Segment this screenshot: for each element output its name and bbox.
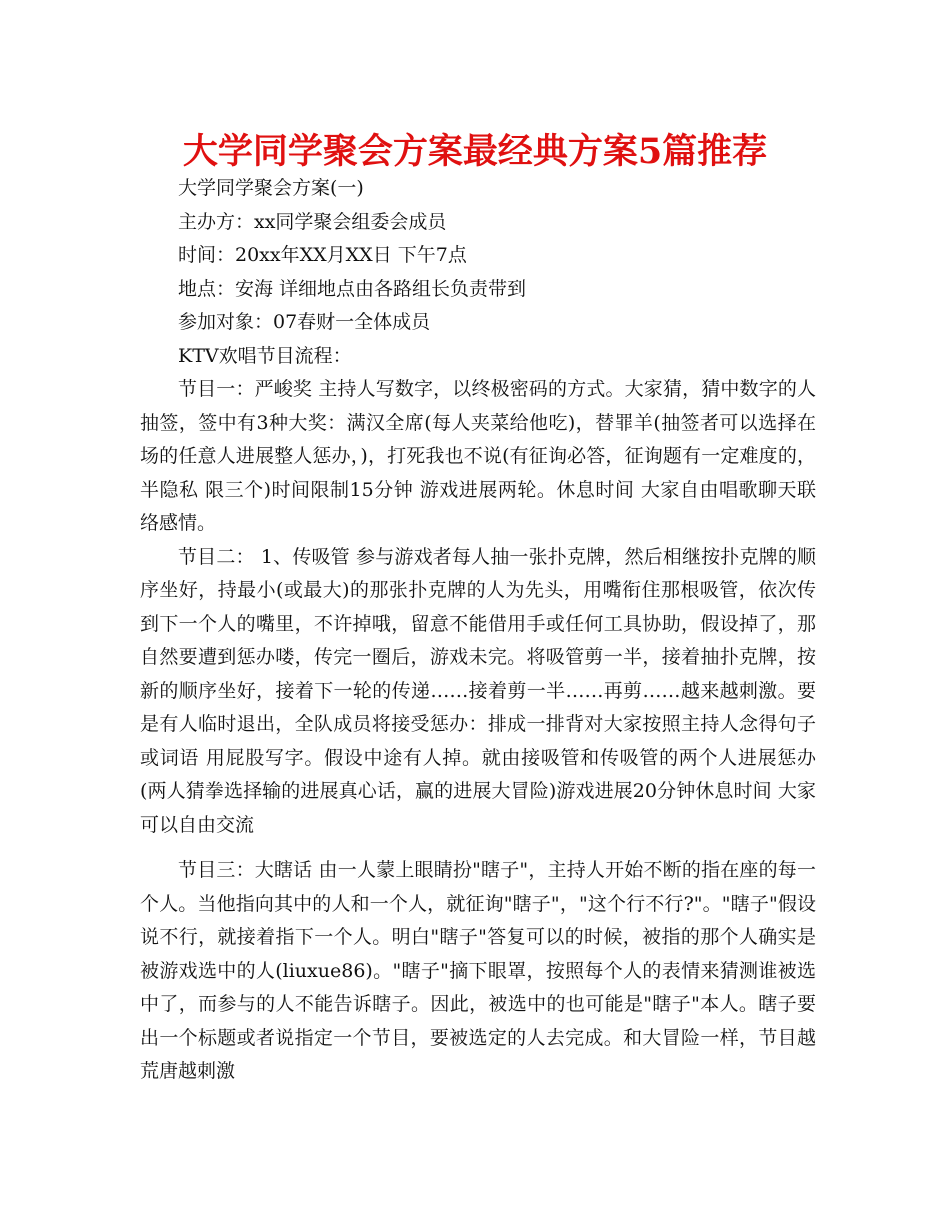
location-line: 地点：安海 详细地点由各路组长负责带到 (178, 277, 527, 300)
section-heading: 大学同学聚会方案(一) (178, 177, 364, 199)
ktv-program-heading: KTV欢唱节目流程： (178, 344, 352, 367)
document-title: 大学同学聚会方案最经典方案5篇推荐 (182, 131, 768, 172)
participants-line: 参加对象：07春财一全体成员 (178, 311, 431, 333)
organizer-line: 主办方：xx同学聚会组委会成员 (178, 210, 447, 233)
time-line: 时间：20xx年XX月XX日 下午7点 (178, 244, 467, 266)
program-two-paragraph: 节目二： 1、传吸管 参与游戏者每人抽一张扑克牌，然后相继按扑克牌的顺序坐好，持最小(或最大)的那张扑克牌的人为先头，用嘴衔住那根吸管，依次传到下一个人的嘴里，不许掉哦，留意不能借用手或任何工具协助，假设掉了，那自然要遭到惩办喽，传完一圈后，游戏未完。将吸管剪一半，接着抽扑克牌，按新的顺序坐好，接着下一轮的传递……接着剪一半……再剪……越来越刺激。要是有人临时退出，全队成员将接受惩办：排成一排背对大家按照主持人念得句子或词语 用屁股写字。假设中途有人掉。就由接吸管和传吸管的两个人进展惩办(两人猜拳选择输的进展真心话，赢的进展大冒险)游戏进展20分钟休息时间 大家可以自由交流 (140, 545, 816, 836)
document-body (140, 172, 816, 1089)
program-one-paragraph: 节目一：严峻奖 主持人写数字，以终极密码的方式。大家猜，猜中数字的人抽签，签中有3种大奖：满汉全席(每人夹菜给他吃)，替罪羊(抽签者可以选择在场的任意人进展整人惩办，)，打死我也不说(有征询必答，征询题有一定难度的，半隐私 限三个)时间限制15分钟 游戏进展两轮。休息时间 大家自由唱歌聊天联络感情。 (140, 378, 816, 534)
program-three-paragraph: 节目三：大瞎话 由一人蒙上眼睛扮"瞎子"，主持人开始不断的指在座的每一个人。当他指向其中的人和一个人，就征询"瞎子"，"这个行不行?"。"瞎子"假设说不行，就接着指下一个人。明白"瞎子"答复可以的时候，被指的那个人确实是被游戏选中的人(liuxue86)。"瞎子"摘下眼罩，按照每个人的表情来猜测谁被选中了，而参与的人不能告诉瞎子。因此，被选中的也可能是"瞎子"本人。瞎子要出一个标题或者说指定一个节目，要被选定的人去完成。和大冒险一样，节目越荒唐越刺激 (140, 859, 816, 1082)
